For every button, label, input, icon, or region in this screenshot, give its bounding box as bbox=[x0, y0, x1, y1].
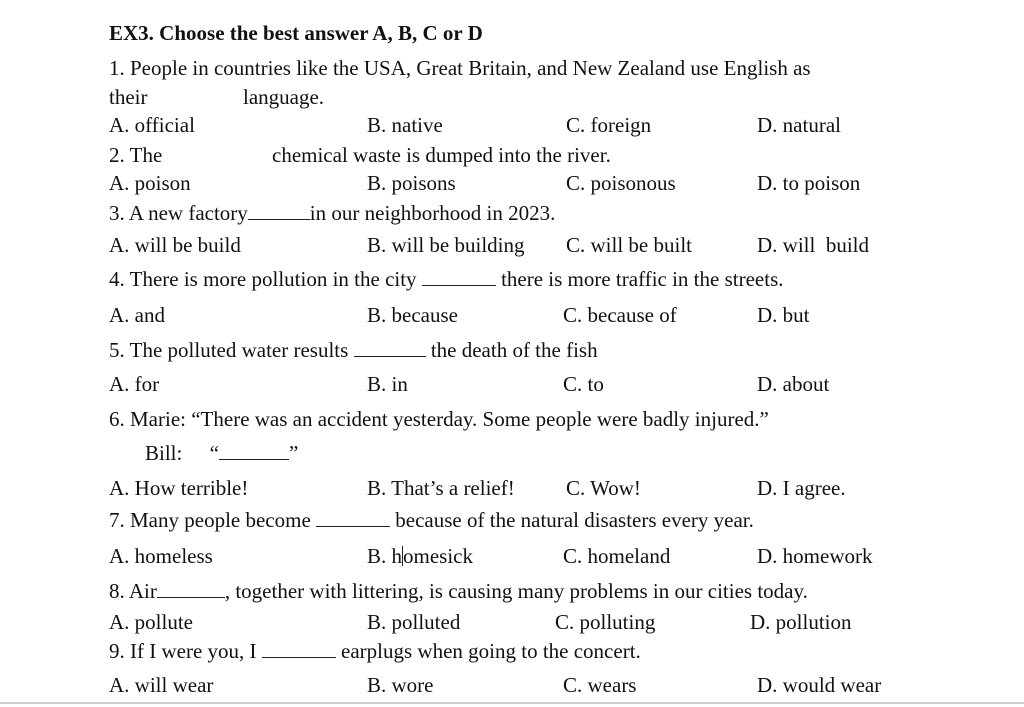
question-3-stem-b: in our neighborhood in 2023. bbox=[309, 201, 556, 225]
question-6-option-d: D. I agree. bbox=[757, 476, 846, 500]
question-7-stem bbox=[109, 507, 754, 533]
question-9-stem-a: 9. If I were you, I bbox=[109, 639, 257, 663]
question-1-stem-line2a: their bbox=[109, 85, 148, 109]
question-2-stem-a: 2. The bbox=[109, 143, 163, 167]
question-7-blank bbox=[316, 508, 390, 527]
question-1-stem-line2b: language. bbox=[243, 85, 325, 109]
question-8-blank bbox=[157, 579, 225, 598]
question-7-option-b-post: omesick bbox=[403, 544, 473, 568]
question-7-option-a: A. homeless bbox=[109, 544, 213, 568]
question-8-stem-a: 8. Air bbox=[109, 579, 157, 603]
question-4-option-d: D. but bbox=[757, 303, 810, 327]
question-6-option-a: A. How terrible! bbox=[109, 476, 249, 500]
question-8-stem bbox=[109, 578, 808, 604]
question-3-option-d: D. will build bbox=[757, 233, 870, 257]
question-5-blank bbox=[354, 338, 426, 357]
question-6-close-quote: ” bbox=[288, 441, 299, 465]
question-9-option-d: D. would wear bbox=[757, 673, 882, 697]
question-5-option-b: B. in bbox=[367, 372, 408, 396]
question-6-blank bbox=[219, 441, 289, 460]
question-4-stem-b: there is more traffic in the streets. bbox=[501, 267, 784, 291]
question-5-stem-b: the death of the fish bbox=[430, 338, 598, 362]
question-8-stem-b: , together with littering, is causing many problems in our cities today. bbox=[224, 579, 808, 603]
question-3-blank bbox=[248, 201, 310, 220]
exercise-title: EX3. Choose the best answer A, B, C or D bbox=[109, 21, 483, 45]
question-5-option-a: A. for bbox=[109, 372, 160, 396]
question-3-option-a: A. will be build bbox=[109, 233, 241, 257]
question-8-option-b: B. polluted bbox=[367, 610, 461, 634]
question-9-stem bbox=[109, 638, 641, 664]
question-1-option-b: B. native bbox=[367, 113, 443, 137]
question-3-option-b: B. will be building bbox=[367, 233, 525, 257]
question-5-option-d: D. about bbox=[757, 372, 830, 396]
question-5-stem bbox=[109, 337, 598, 363]
question-1-option-c: C. foreign bbox=[566, 113, 652, 137]
question-5-option-c: C. to bbox=[563, 372, 604, 396]
question-6-open-quote: “ bbox=[209, 441, 219, 465]
question-7-stem-a: 7. Many people become bbox=[109, 508, 311, 532]
question-9-option-b: B. wore bbox=[367, 673, 434, 697]
question-1-option-a: A. official bbox=[109, 113, 195, 137]
question-1-option-d: D. natural bbox=[757, 113, 841, 137]
question-9-option-a: A. will wear bbox=[109, 673, 214, 697]
question-9-blank bbox=[262, 639, 336, 658]
question-4-stem bbox=[109, 266, 784, 292]
question-7-stem-b: because of the natural disasters every year. bbox=[395, 508, 754, 532]
question-9-stem-b: earplugs when going to the concert. bbox=[341, 639, 641, 663]
question-6-stem-line2 bbox=[145, 440, 298, 466]
question-7-option-c: C. homeland bbox=[563, 544, 671, 568]
question-3-stem bbox=[109, 200, 555, 226]
question-4-option-a: A. and bbox=[109, 303, 165, 327]
bottom-divider bbox=[0, 702, 1024, 704]
question-4-option-b: B. because bbox=[367, 303, 458, 327]
question-8-option-a: A. pollute bbox=[109, 610, 193, 634]
question-4-option-c: C. because of bbox=[563, 303, 677, 327]
question-2-option-c: C. poisonous bbox=[566, 171, 676, 195]
question-8-option-c: C. polluting bbox=[555, 610, 656, 634]
question-2-option-b: B. poisons bbox=[367, 171, 456, 195]
question-4-stem-a: 4. There is more pollution in the city bbox=[109, 267, 417, 291]
question-2-stem-b: chemical waste is dumped into the river. bbox=[272, 143, 611, 167]
question-2-option-a: A. poison bbox=[109, 171, 191, 195]
question-9-option-c: C. wears bbox=[563, 673, 637, 697]
question-7-option-b bbox=[367, 543, 473, 569]
question-5-stem-a: 5. The polluted water results bbox=[109, 338, 349, 362]
question-2-option-d: D. to poison bbox=[757, 171, 861, 195]
question-4-blank bbox=[422, 267, 496, 286]
question-7-option-b-pre: B. h bbox=[367, 544, 403, 568]
question-6-stem-line1: 6. Marie: “There was an accident yesterday. Some people were badly injured.” bbox=[109, 407, 769, 431]
question-7-option-d: D. homework bbox=[757, 544, 873, 568]
question-3-option-c: C. will be built bbox=[566, 233, 692, 257]
question-6-option-c: C. Wow! bbox=[566, 476, 641, 500]
question-3-stem-a: 3. A new factory bbox=[109, 201, 248, 225]
question-6-option-b: B. That’s a relief! bbox=[367, 476, 515, 500]
question-8-option-d: D. pollution bbox=[750, 610, 852, 634]
question-6-speaker-bill: Bill: bbox=[145, 441, 183, 465]
question-1-stem-line1: 1. People in countries like the USA, Great Britain, and New Zealand use English as bbox=[109, 56, 811, 80]
